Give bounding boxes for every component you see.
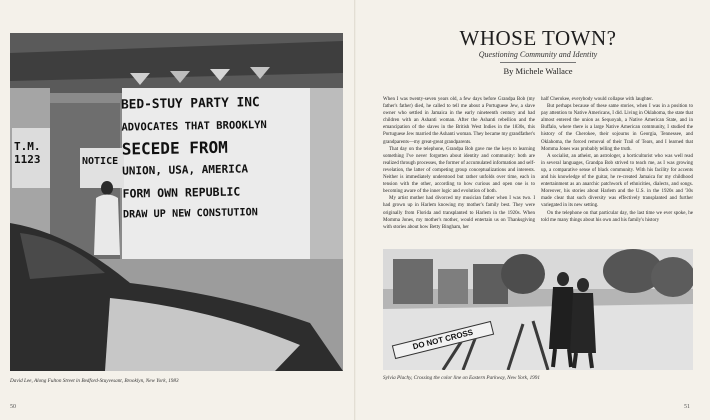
barrier-sign: DO NOT CROSS bbox=[392, 321, 494, 359]
paragraph: My artist mother had divorced my musician father when I was two. I had grown up in Harlem knowing my mother's family best. They were originally from Florida and transplanted to Harlem in the 1920s. When Momma Jones, my mother's mother, would entertain us on Thanksgiving with stories about how Betty Bingham, her bbox=[383, 196, 535, 230]
sign-line: BED-STUY PARTY INC bbox=[120, 95, 260, 113]
page-number-left: 50 bbox=[10, 404, 16, 410]
sign-line: DRAW UP NEW CONSTUTION bbox=[122, 207, 258, 221]
paragraph: But perhaps because of these same stories, when I was in a position to pay attention to Native Americans, I did. Living in Oklahoma, the state that almost entered the union as Sequoyah, a Native American State, and in Buffalo, where there is a large Native American community, I studied the history of the Cherokee, their sojourns in Georgia, Tennessee, and Oklahoma, the forced removal of their Trail of Tears, and I learned that Momma Jones was probably telling the truth. bbox=[541, 104, 693, 152]
left-photo-caption: David Lee, Along Fulton Street in Bedford-Stuyvesant, Brooklyn, New York, 1983 bbox=[10, 378, 179, 384]
page-number-right: 51 bbox=[684, 404, 690, 410]
paragraph: That day on the telephone, Grandpa Bob gave me the keys to learning something I've never forgotten about identity and community: both are realized through processes, the former of accumulated information and self-revelation, the latter of competing group conceptualizations and interests. Neither is immediately understood but rather unfolds over time, each in tension with the other, according to how curious and open one is to becoming aware of the inner logic and evolution of both. bbox=[383, 146, 535, 195]
text-column-1 bbox=[383, 96, 535, 242]
text-column-2 bbox=[541, 96, 693, 242]
paragraph: A socialist, an atheist, an astrologer, a horticulturist who was well read in several languages, Grandpa Bob strived to teach me, as I was growing up, a comparative sense of black community. With his facility for accents and his knowledge of the guitar, he re-created Jamaica for my childhood entertainment as an anarchic patchwork of ethnicities, dialects, and songs. Moreover, his stories about Harlem and the U.S. in the 1920s and '30s made clear that such diversity was effectively transplanted and further variegated in its new setting. bbox=[541, 153, 693, 209]
sign-line: SECEDE FROM bbox=[121, 137, 228, 159]
article-subtitle: Questioning Community and Identity bbox=[478, 50, 598, 59]
paragraph: When I was twenty-seven years old, a few days before Grandpa Bob (my father's father) died, he called to tell me about a Portuguese Jew, a slave owner who settled in Jamaica in the early nineteenth century and had children with an Ashanti woman. After the Ashanti rebellion and the emancipation of the slaves in the British West Indies in the 1830s, this Portuguese Jew married the Ashanti woman. They became my grandfather's grandparents—my great-great grandparents. bbox=[383, 97, 535, 145]
title-rule bbox=[500, 62, 576, 63]
byline: By Michele Wallace bbox=[503, 66, 573, 76]
paragraph: On the telephone on that particular day, the last time we ever spoke, he told me many things about his own and his family's history bbox=[541, 210, 693, 223]
right-photo-caption: Sylvia Plachy, Crossing the color line on Eastern Parkway, New York, 1991 bbox=[383, 375, 540, 381]
photo-eastern-parkway bbox=[383, 249, 693, 370]
paragraph: half Cherokee, everybody would collapse with laughter. bbox=[541, 97, 653, 102]
side-sign-tm: T.M. 1123 bbox=[14, 140, 41, 166]
gutter bbox=[354, 0, 356, 420]
article-title: WHOSE TOWN? bbox=[459, 26, 617, 50]
side-sign-notice: NOTICE bbox=[82, 156, 119, 167]
sign-line: ADVOCATES THAT BROOKLYN bbox=[121, 119, 267, 134]
sign-line: FORM OWN REPUBLIC bbox=[122, 184, 241, 201]
sign-text-block bbox=[122, 93, 302, 263]
sign-line: UNION, USA, AMERICA bbox=[122, 162, 249, 178]
